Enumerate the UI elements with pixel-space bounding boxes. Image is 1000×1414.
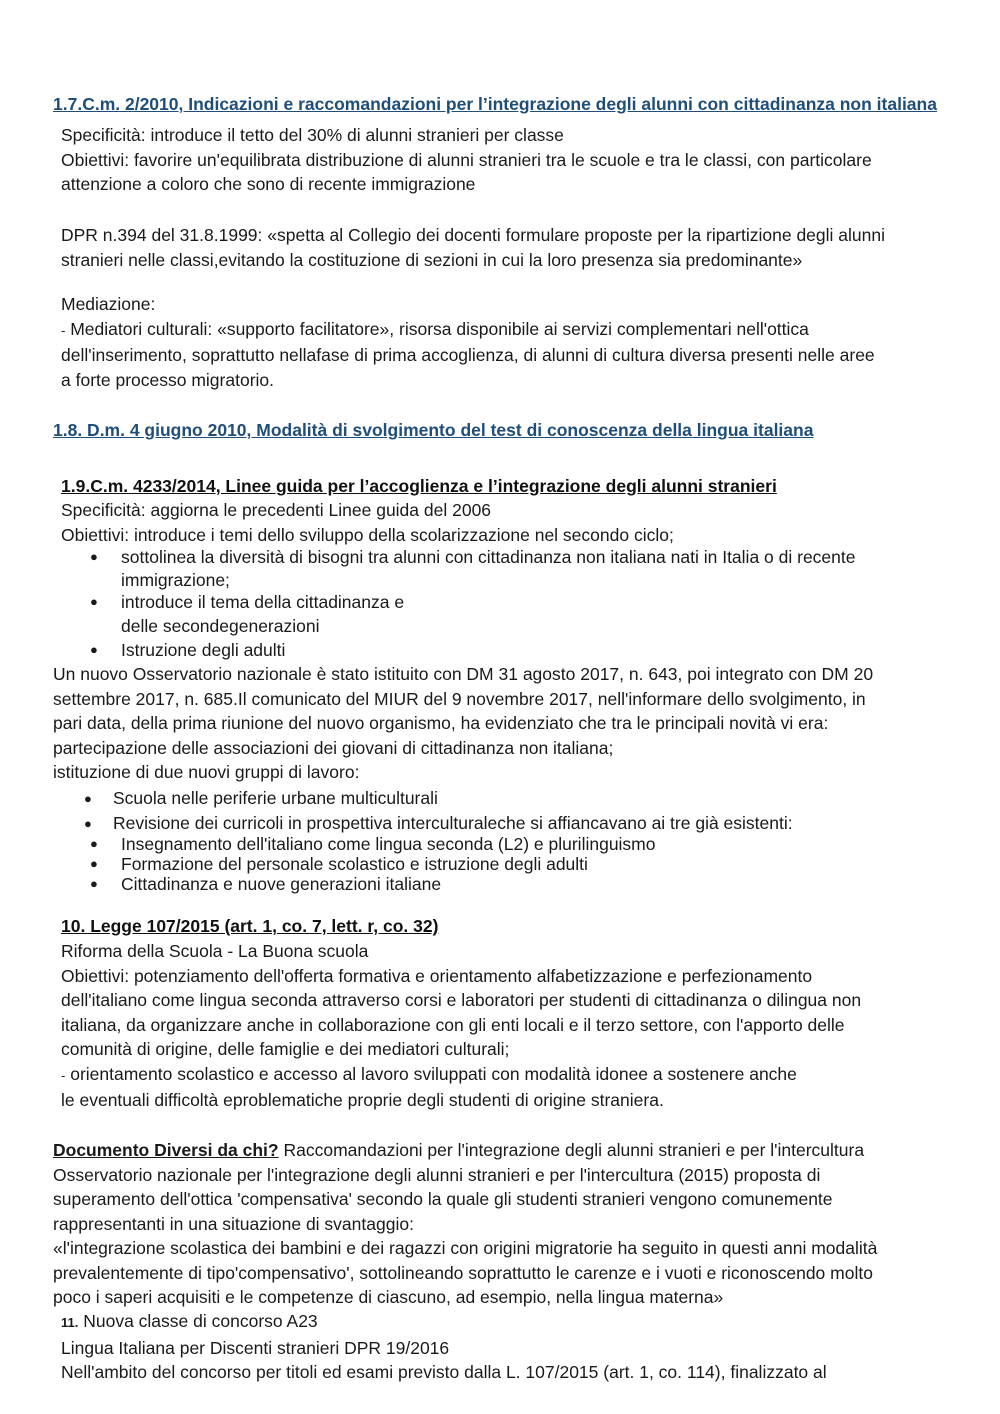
dash-marker: -: [61, 322, 66, 338]
heading-text: 1.7.C.m. 2/2010, Indicazioni e raccomandazioni per l’integrazione degli alunni con cittadinanza non italiana: [53, 94, 937, 114]
bullet-line: introduce il tema della cittadinanza e: [121, 592, 405, 612]
document-line: rappresentanti in una situazione di svantaggio:: [53, 1213, 414, 1234]
mediation-block: [61, 292, 875, 392]
list-item: [90, 834, 656, 854]
section-1-7-body: [61, 123, 872, 197]
paragraph-line: pari data, della prima riunione del nuovo organismo, ha evidenziato che tra le principali novità vi era:: [53, 713, 829, 733]
dpr-line: stranieri nelle classi,evitando la costituzione di sezioni in cui la loro presenza sia predominante»: [61, 249, 803, 270]
objectives-line: Obiettivi: favorire un'equilibrata distribuzione di alunni stranieri tra le scuole e tra le classi, con particolare: [61, 149, 872, 170]
bullet-icon: ●: [84, 816, 92, 831]
list-item: [90, 546, 856, 591]
paragraph-line: settembre 2017, n. 685.Il comunicato del MIUR del 9 novembre 2017, nell'informare dello svolgimento, in: [53, 688, 866, 709]
orientation-text: orientamento scolastico e accesso al lavoro sviluppati con modalità idonee a sostenere anche: [70, 1063, 797, 1084]
orientation-line: [61, 1062, 861, 1089]
objectives-line: Obiettivi: potenziamento dell'offerta formativa e orientamento alfabetizzazione e perfezionamento: [61, 965, 813, 986]
section-11-heading: [61, 1309, 827, 1336]
section-1-7-heading: [53, 92, 937, 117]
objectives-line: comunità di origine, delle famiglie e dei mediatori culturali;: [61, 1039, 510, 1059]
document-section: [53, 1138, 877, 1310]
document-subtitle: Raccomandazioni per l'integrazione degli alunni stranieri e per l'intercultura: [278, 1140, 865, 1160]
section-10-heading: [61, 914, 438, 939]
bullet-icon: ●: [90, 549, 98, 564]
list-item: [90, 591, 856, 639]
heading-text: 1.8. D.m. 4 giugno 2010, Modalità di svolgimento del test di conoscenza della lingua italiana: [53, 420, 814, 440]
dash-marker: -: [61, 1067, 66, 1083]
section-1-8-heading: [53, 418, 813, 443]
specificity-text: Specificità: introduce il tetto del 30% di alunni stranieri per classe: [61, 125, 564, 145]
objectives-line: italiana, da organizzare anche in collaborazione con gli enti locali e il terzo settore, con l'apporto delle: [61, 1014, 845, 1035]
section-11-line: Nell'ambito del concorso per titoli ed esami previsto dalla L. 107/2015 (art. 1, co. 114), finalizzato al: [61, 1362, 827, 1382]
paragraph-line: partecipazione delle associazioni dei giovani di cittadinanza non italiana;: [53, 737, 614, 758]
bullet-icon: ●: [90, 876, 98, 891]
quote-line: «l'integrazione scolastica dei bambini e dei ragazzi con origini migratorie ha seguito in questi anni modalità: [53, 1238, 878, 1258]
document-intro-line: [53, 1138, 877, 1163]
specificity-text: Specificità: aggiorna le precedenti Linee guida del 2006: [61, 500, 492, 520]
existing-groups-list: [90, 834, 656, 894]
objectives-bullet-list: [90, 546, 856, 661]
bullet-line: sottolinea la diversità di bisogni tra alunni con cittadinanza non italiana nati in Italia o di recente: [121, 547, 856, 567]
document-title: Documento Diversi da chi?: [53, 1140, 279, 1160]
list-item: [90, 639, 856, 662]
section-11-line: Lingua Italiana per Discenti stranieri DPR 19/2016: [61, 1337, 450, 1358]
section-title: Nuova classe di concorso A23: [78, 1311, 318, 1331]
paragraph-line: Un nuovo Osservatorio nazionale è stato istituito con DM 31 agosto 2017, n. 643, poi integrato con DM 20: [53, 664, 874, 684]
document-line: Osservatorio nazionale per l'integrazione degli alunni stranieri e per l'intercultura (2015) proposta di: [53, 1164, 821, 1185]
bullet-line: immigrazione;: [121, 569, 230, 590]
group-text: Scuola nelle periferie urbane multiculturali: [113, 788, 438, 808]
dpr-line: DPR n.394 del 31.8.1999: «spetta al Collegio dei docenti formulare proposte per la ripartizione degli alunni: [61, 225, 885, 245]
bullet-icon: ●: [90, 641, 98, 657]
mediation-title: Mediazione:: [61, 294, 156, 314]
mediation-line: [61, 317, 875, 344]
mediation-line: dell'inserimento, soprattutto nellafase di prima accoglienza, di alunni di cultura diversa presenti nelle aree: [61, 345, 875, 365]
mediation-text: Mediatori culturali: «supporto facilitatore», risorsa disponibile ai servizi complementari nell'ottica: [70, 318, 809, 339]
list-item: [90, 874, 656, 894]
group-text: Formazione del personale scolastico e istruzione degli adulti: [121, 854, 588, 874]
list-item: [90, 854, 656, 874]
mediation-line: a forte processo migratorio.: [61, 369, 275, 390]
bullet-line: Istruzione degli adulti: [121, 639, 286, 660]
objectives-line: dell'italiano come lingua seconda attraverso corsi e laboratori per studenti di cittadinanza o dilingua non: [61, 990, 862, 1010]
bullet-icon: ●: [90, 856, 98, 871]
quote-line: poco i saperi acquisiti e le competenze di ciascuno, ad esempio, nella lingua materna»: [53, 1287, 724, 1307]
list-item: [84, 811, 793, 836]
section-1-9-heading: [61, 474, 777, 499]
working-groups-list: [84, 786, 793, 836]
bullet-icon: ●: [84, 791, 92, 806]
heading-text: 1.9.C.m. 4233/2014, Linee guida per l’accoglienza e l’integrazione degli alunni stranieri: [61, 476, 777, 496]
section-10-body: [61, 939, 861, 1113]
bullet-icon: ●: [90, 836, 98, 851]
objectives-line: attenzione a coloro che sono di recente immigrazione: [61, 174, 476, 194]
orientation-line: le eventuali difficoltà eproblematiche proprie degli studenti di origine straniera.: [61, 1090, 664, 1110]
paragraph-line: istituzione di due nuovi gruppi di lavoro:: [53, 762, 360, 782]
section-1-9-body: [61, 498, 674, 547]
quote-line: prevalentemente di tipo'compensativo', sottolineando soprattutto le carenze e i vuoti e riconoscendo molto: [53, 1262, 873, 1283]
heading-text: 10. Legge 107/2015 (art. 1, co. 7, lett. r, co. 32): [61, 916, 439, 936]
document-line: superamento dell'ottica 'compensativa' secondo la quale gli studenti stranieri vengono comunemente: [53, 1189, 833, 1209]
section-11: [61, 1309, 827, 1385]
list-item: [84, 786, 793, 811]
subtitle-text: Riforma della Scuola - La Buona scuola: [61, 941, 369, 961]
bullet-line: delle secondegenerazioni: [121, 615, 320, 636]
bullet-icon: ●: [90, 594, 98, 609]
group-text: Cittadinanza e nuove generazioni italiane: [121, 874, 442, 894]
group-text: Insegnamento dell'italiano come lingua seconda (L2) e plurilinguismo: [121, 834, 656, 854]
observatory-paragraph: [53, 662, 873, 785]
group-text: Revisione dei curricoli in prospettiva interculturaleche si affiancavano ai tre già esistenti:: [113, 813, 793, 833]
section-number: 11.: [61, 1315, 79, 1330]
dpr-quote: [61, 223, 885, 272]
objectives-text: Obiettivi: introduce i temi dello sviluppo della scolarizzazione nel secondo ciclo;: [61, 524, 674, 545]
